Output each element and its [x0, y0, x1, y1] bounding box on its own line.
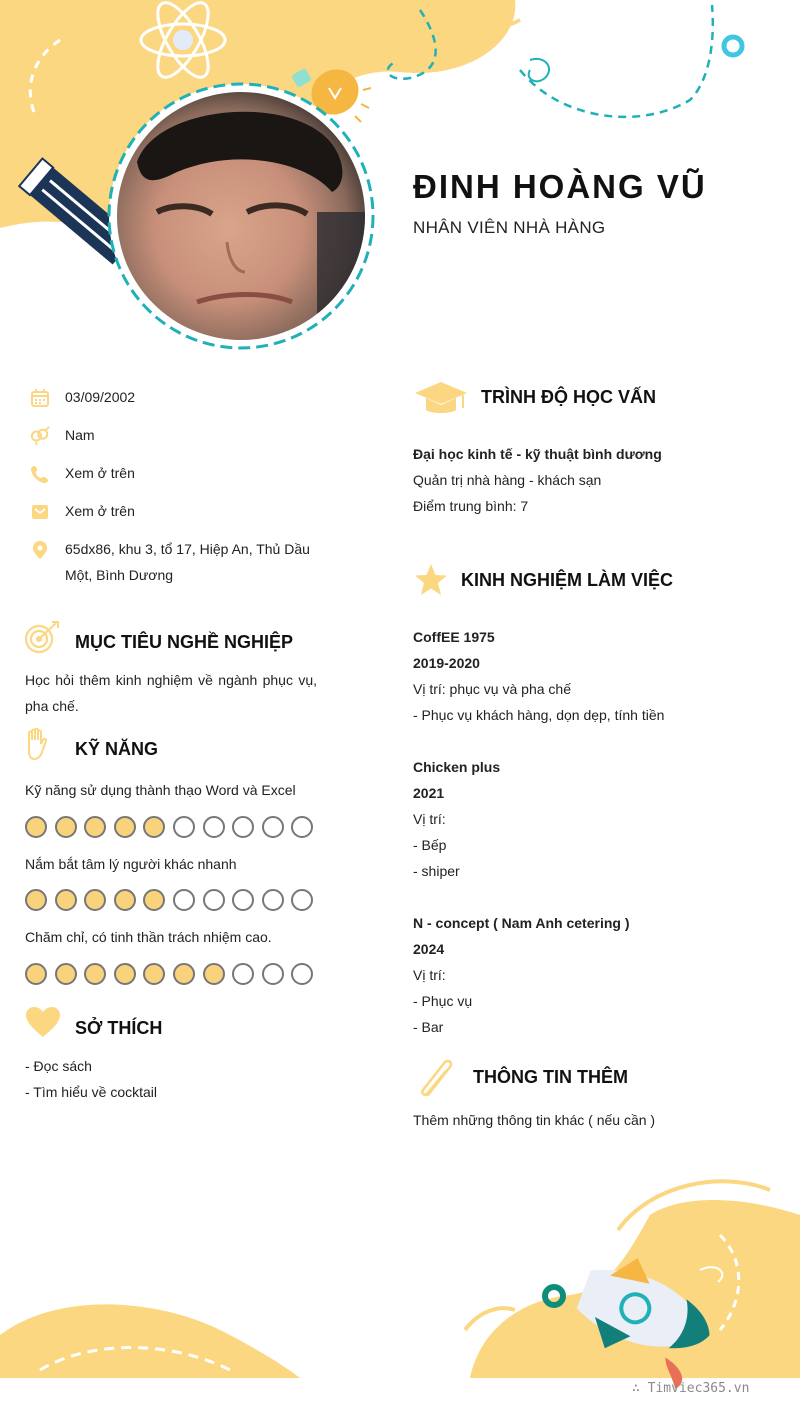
job-line: - Phục vụ — [413, 993, 473, 1009]
star-icon — [414, 563, 448, 597]
job-entry — [413, 754, 783, 884]
contact-email — [30, 498, 330, 524]
rating-dot-empty — [291, 889, 313, 911]
contact-phone — [30, 460, 330, 486]
graduation-cap-icon — [413, 378, 469, 418]
education-title: TRÌNH ĐỘ HỌC VẤN — [481, 387, 656, 407]
job-line: Vị trí: — [413, 811, 446, 827]
gender-text: Nam — [65, 427, 95, 443]
job-title: NHÂN VIÊN NHÀ HÀNG — [413, 218, 606, 237]
rating-dot-filled — [25, 889, 47, 911]
contact-gender — [30, 422, 330, 448]
skill-label: Chăm chỉ, có tinh thần trách nhiệm cao. — [25, 929, 272, 945]
job-period: 2024 — [413, 941, 445, 957]
school-name: Đại học kinh tế - kỹ thuật bình dương — [413, 446, 662, 462]
rating-dot-empty — [173, 889, 195, 911]
extra-text: Thêm những thông tin khác ( nếu cần ) — [413, 1112, 656, 1128]
target-icon — [24, 620, 60, 656]
rating-dot-filled — [84, 816, 106, 838]
hand-icon — [25, 728, 49, 762]
skill-label: Kỹ năng sử dụng thành thạo Word và Excel — [25, 782, 296, 798]
objective-title: MỤC TIÊU NGHỀ NGHIỆP — [75, 632, 294, 652]
rating-dot-empty — [173, 816, 195, 838]
rating-dot-filled — [143, 816, 165, 838]
experience-title: KINH NGHIỆM LÀM VIỆC — [461, 570, 674, 590]
rating-dot-empty — [232, 889, 254, 911]
rating-dot-empty — [203, 889, 225, 911]
skill-rating — [25, 816, 325, 838]
rating-dot-filled — [114, 963, 136, 985]
rating-dot-filled — [143, 963, 165, 985]
company-name: CoffEE 1975 — [413, 629, 495, 645]
heart-icon — [25, 1006, 61, 1038]
rating-dot-empty — [262, 816, 284, 838]
contact-birthdate — [30, 384, 330, 410]
birthdate-text: 03/09/2002 — [65, 389, 136, 405]
rating-dot-empty — [262, 963, 284, 985]
location-icon — [30, 540, 50, 560]
email-icon — [30, 502, 50, 522]
job-line: - Bar — [413, 1019, 444, 1035]
rating-dot-filled — [55, 889, 77, 911]
job-line: - Bếp — [413, 837, 447, 853]
rating-dot-filled — [114, 889, 136, 911]
hobbies-title: SỞ THÍCH — [75, 1018, 163, 1038]
job-entry — [413, 624, 783, 728]
watermark: ∴ Timviec365.vn — [632, 1381, 750, 1396]
avatar — [117, 92, 365, 340]
education-details — [413, 441, 783, 519]
hobby-item: - Đọc sách — [25, 1058, 92, 1074]
job-period: 2021 — [413, 785, 445, 801]
contact-address — [30, 536, 320, 588]
gender-icon — [30, 426, 50, 446]
rating-dot-filled — [143, 889, 165, 911]
hobby-item: - Tìm hiểu về cocktail — [25, 1084, 158, 1100]
paperclip-icon — [416, 1057, 460, 1101]
rating-dot-empty — [232, 816, 254, 838]
job-entry — [413, 910, 783, 1040]
rating-dot-filled — [25, 963, 47, 985]
skill-rating — [25, 963, 325, 985]
address-text: 65dx86, khu 3, tổ 17, Hiệp An, Thủ Dầu Một, Bình Dương — [65, 541, 310, 583]
rating-dot-empty — [291, 963, 313, 985]
extra-title: THÔNG TIN THÊM — [473, 1067, 628, 1087]
objective-text: Học hỏi thêm kinh nghiệm về ngành phục vụ, pha chế. — [25, 672, 317, 714]
rating-dot-filled — [173, 963, 195, 985]
email-text: Xem ở trên — [65, 503, 135, 519]
rating-dot-empty — [262, 889, 284, 911]
skill-rating — [25, 889, 325, 911]
phone-text: Xem ở trên — [65, 465, 135, 481]
job-line: - Phục vụ khách hàng, dọn dẹp, tính tiền — [413, 707, 665, 723]
gpa: Điểm trung bình: 7 — [413, 498, 529, 514]
rating-dot-filled — [114, 816, 136, 838]
rating-dot-empty — [232, 963, 254, 985]
skills-title: KỸ NĂNG — [75, 739, 159, 759]
skill-label: Nắm bắt tâm lý người khác nhanh — [25, 856, 237, 872]
candidate-name: ĐINH HOÀNG VŨ — [413, 168, 707, 205]
hobbies-list — [25, 1053, 325, 1105]
job-line: Vị trí: — [413, 967, 446, 983]
job-period: 2019-2020 — [413, 655, 480, 671]
calendar-icon — [30, 388, 50, 408]
rating-dot-filled — [25, 816, 47, 838]
rating-dot-filled — [84, 963, 106, 985]
company-name: Chicken plus — [413, 759, 501, 775]
rating-dot-empty — [203, 816, 225, 838]
job-line: - shiper — [413, 863, 460, 879]
rating-dot-empty — [291, 816, 313, 838]
company-name: N - concept ( Nam Anh cetering ) — [413, 915, 630, 931]
rating-dot-filled — [55, 816, 77, 838]
phone-icon — [30, 464, 50, 484]
job-line: Vị trí: phục vụ và pha chế — [413, 681, 571, 697]
rating-dot-filled — [55, 963, 77, 985]
rating-dot-filled — [203, 963, 225, 985]
major: Quản trị nhà hàng - khách sạn — [413, 472, 602, 488]
rating-dot-filled — [84, 889, 106, 911]
